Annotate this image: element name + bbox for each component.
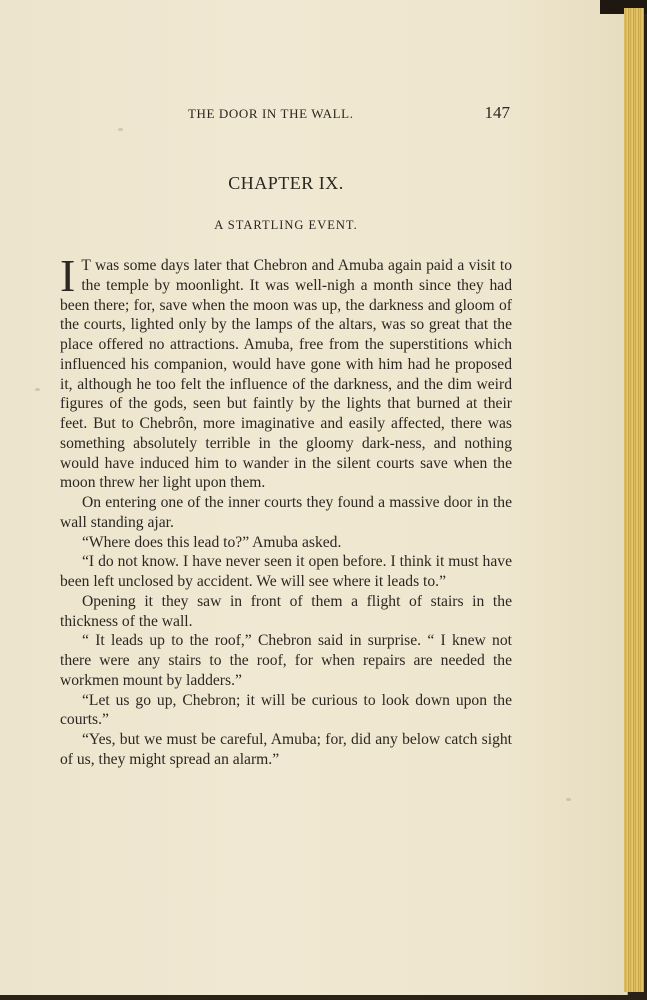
drop-cap: I [60, 250, 76, 301]
paragraph: On entering one of the inner courts they found a massive door in the wall standing ajar. [60, 494, 512, 531]
chapter-subtitle-text: A STARTLING EVENT. [214, 218, 358, 232]
paper-spot [118, 128, 123, 131]
chapter-subtitle [0, 218, 572, 233]
paragraph: “ It leads up to the roof,” Chebron said in surprise. “ I knew not there were any stairs to the roof, for when repairs are needed the workmen mount by ladders.” [60, 632, 512, 689]
page-number: 147 [484, 103, 510, 122]
paragraph: “Where does this lead to?” Amuba asked. [82, 533, 342, 551]
body-text [60, 250, 512, 770]
paragraph-text: T was some days later that Chebron and Amuba again paid a visit to the temple by moonlight. It was well-nigh a month since they had been there; for, save when the moon was up, the darkness and gloom of the courts, lighted only by the lamps of the altars, was so great that the place offered no attractions. Amuba, free from the superstitions which influenced his companion, would have gone with him had he proposed it, although he too felt the influence of the darkness, and the dim weird figures of the gods, seen but faintly by the lights that burned at their feet. But to Chebrôn, more imaginative and easily affected, there was something absolutely terrible in the gloomy dark-ness, and nothing would have induced him to wander in the silent courts save when the moon threw her light upon them. [60, 257, 512, 492]
paper-spot [566, 798, 571, 801]
chapter-heading-text: CHAPTER IX. [228, 173, 344, 193]
paper-spot [35, 388, 40, 391]
chapter-heading [0, 173, 572, 194]
gilt-page-edges [624, 8, 644, 992]
paragraph: “Yes, but we must be careful, Amuba; for, did any below catch sight of us, they might spread an alarm.” [60, 731, 512, 768]
running-title: THE DOOR IN THE WALL. [188, 106, 354, 121]
paragraph [60, 250, 512, 493]
paragraph: Opening it they saw in front of them a flight of stairs in the thickness of the wall. [60, 592, 512, 630]
paragraph: “I do not know. I have never seen it open before. I think it must have been left unclosed by accident. We will see where it leads to.” [60, 553, 512, 590]
running-head [60, 103, 512, 123]
paragraph: “Let us go up, Chebron; it will be curious to look down upon the courts.” [60, 691, 512, 729]
